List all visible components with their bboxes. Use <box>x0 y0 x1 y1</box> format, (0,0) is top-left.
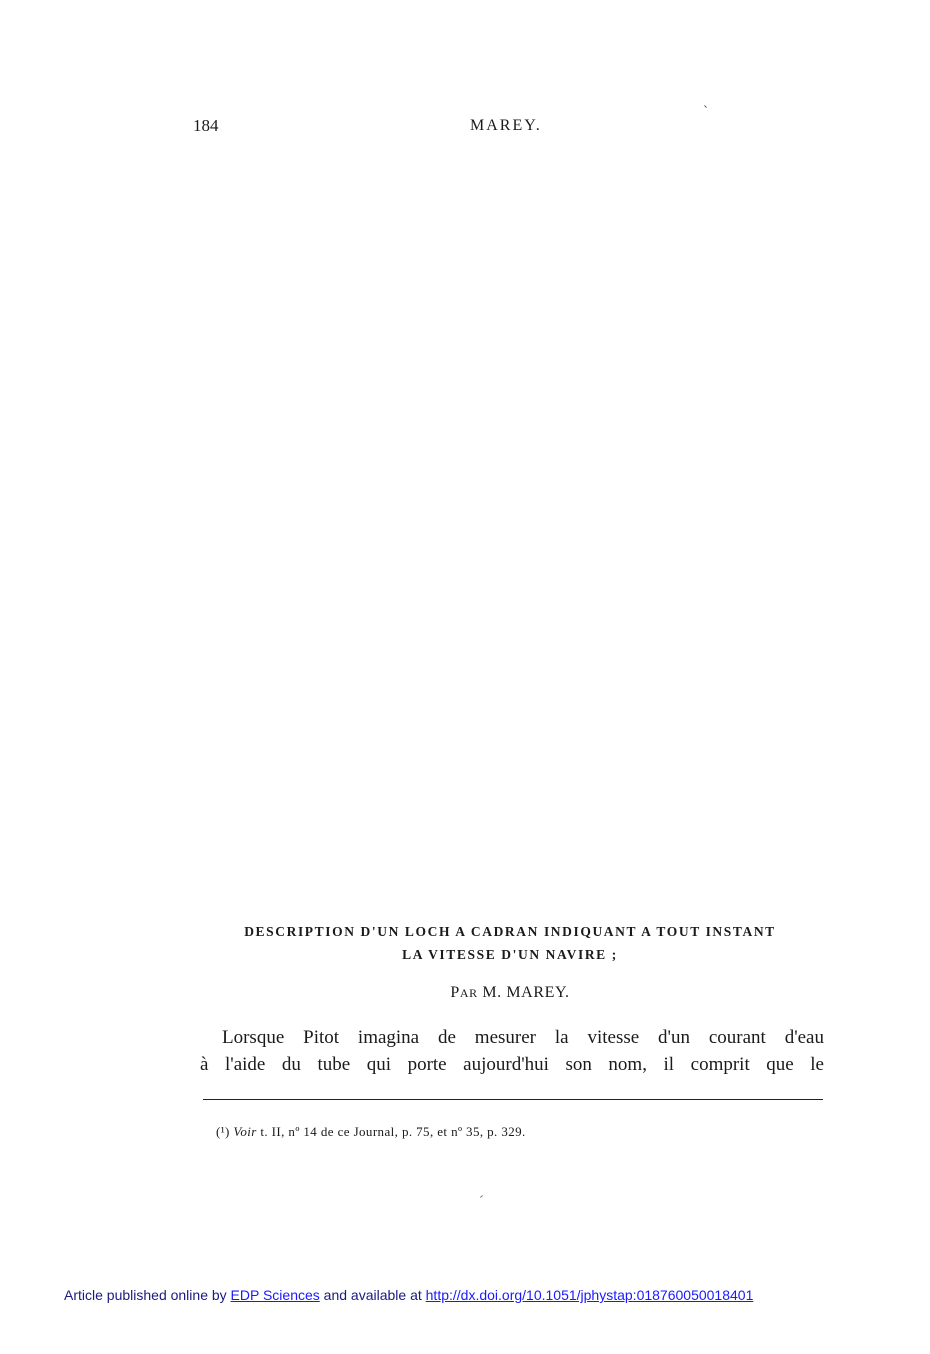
publisher-link[interactable]: EDP Sciences <box>230 1287 320 1303</box>
footnote <box>216 1124 526 1140</box>
byline <box>0 984 930 1002</box>
byline-prefix-initial: P <box>450 984 460 1001</box>
article-title-line-1: DESCRIPTION D'UN LOCH A CADRAN INDIQUANT A TOUT INSTANT <box>244 924 776 939</box>
byline-prefix-rest: AR <box>459 986 478 1000</box>
footnote-voir: Voir <box>233 1124 257 1139</box>
publisher-notice <box>64 1287 753 1303</box>
article-title <box>190 920 830 966</box>
print-speck <box>704 105 707 108</box>
body-line-1-text: Lorsque Pitot imagina de mesurer la vitesse d'un courant d'eau <box>222 1027 824 1048</box>
publisher-prefix: Article published online by <box>64 1287 227 1303</box>
footnote-marker: (¹) <box>216 1124 230 1139</box>
print-speck <box>480 1195 483 1198</box>
article-title-line-2: LA VITESSE D'UN NAVIRE ; <box>402 947 618 962</box>
body-line-1 <box>200 1024 824 1051</box>
running-head: MAREY. <box>470 117 542 134</box>
footnote-text: t. II, nº 14 de ce Journal, p. 75, et nº 35, p. 329. <box>260 1124 526 1139</box>
body-line-2: à l'aide du tube qui porte aujourd'hui son nom, il comprit que le <box>200 1054 824 1075</box>
page-number: 184 <box>193 116 219 135</box>
publisher-middle: and available at <box>323 1287 422 1303</box>
doi-link[interactable]: http://dx.doi.org/10.1051/jphystap:018760050018401 <box>425 1287 754 1303</box>
body-paragraph <box>200 1024 824 1078</box>
byline-author: M. MAREY. <box>482 984 570 1001</box>
footnote-rule <box>203 1099 823 1100</box>
